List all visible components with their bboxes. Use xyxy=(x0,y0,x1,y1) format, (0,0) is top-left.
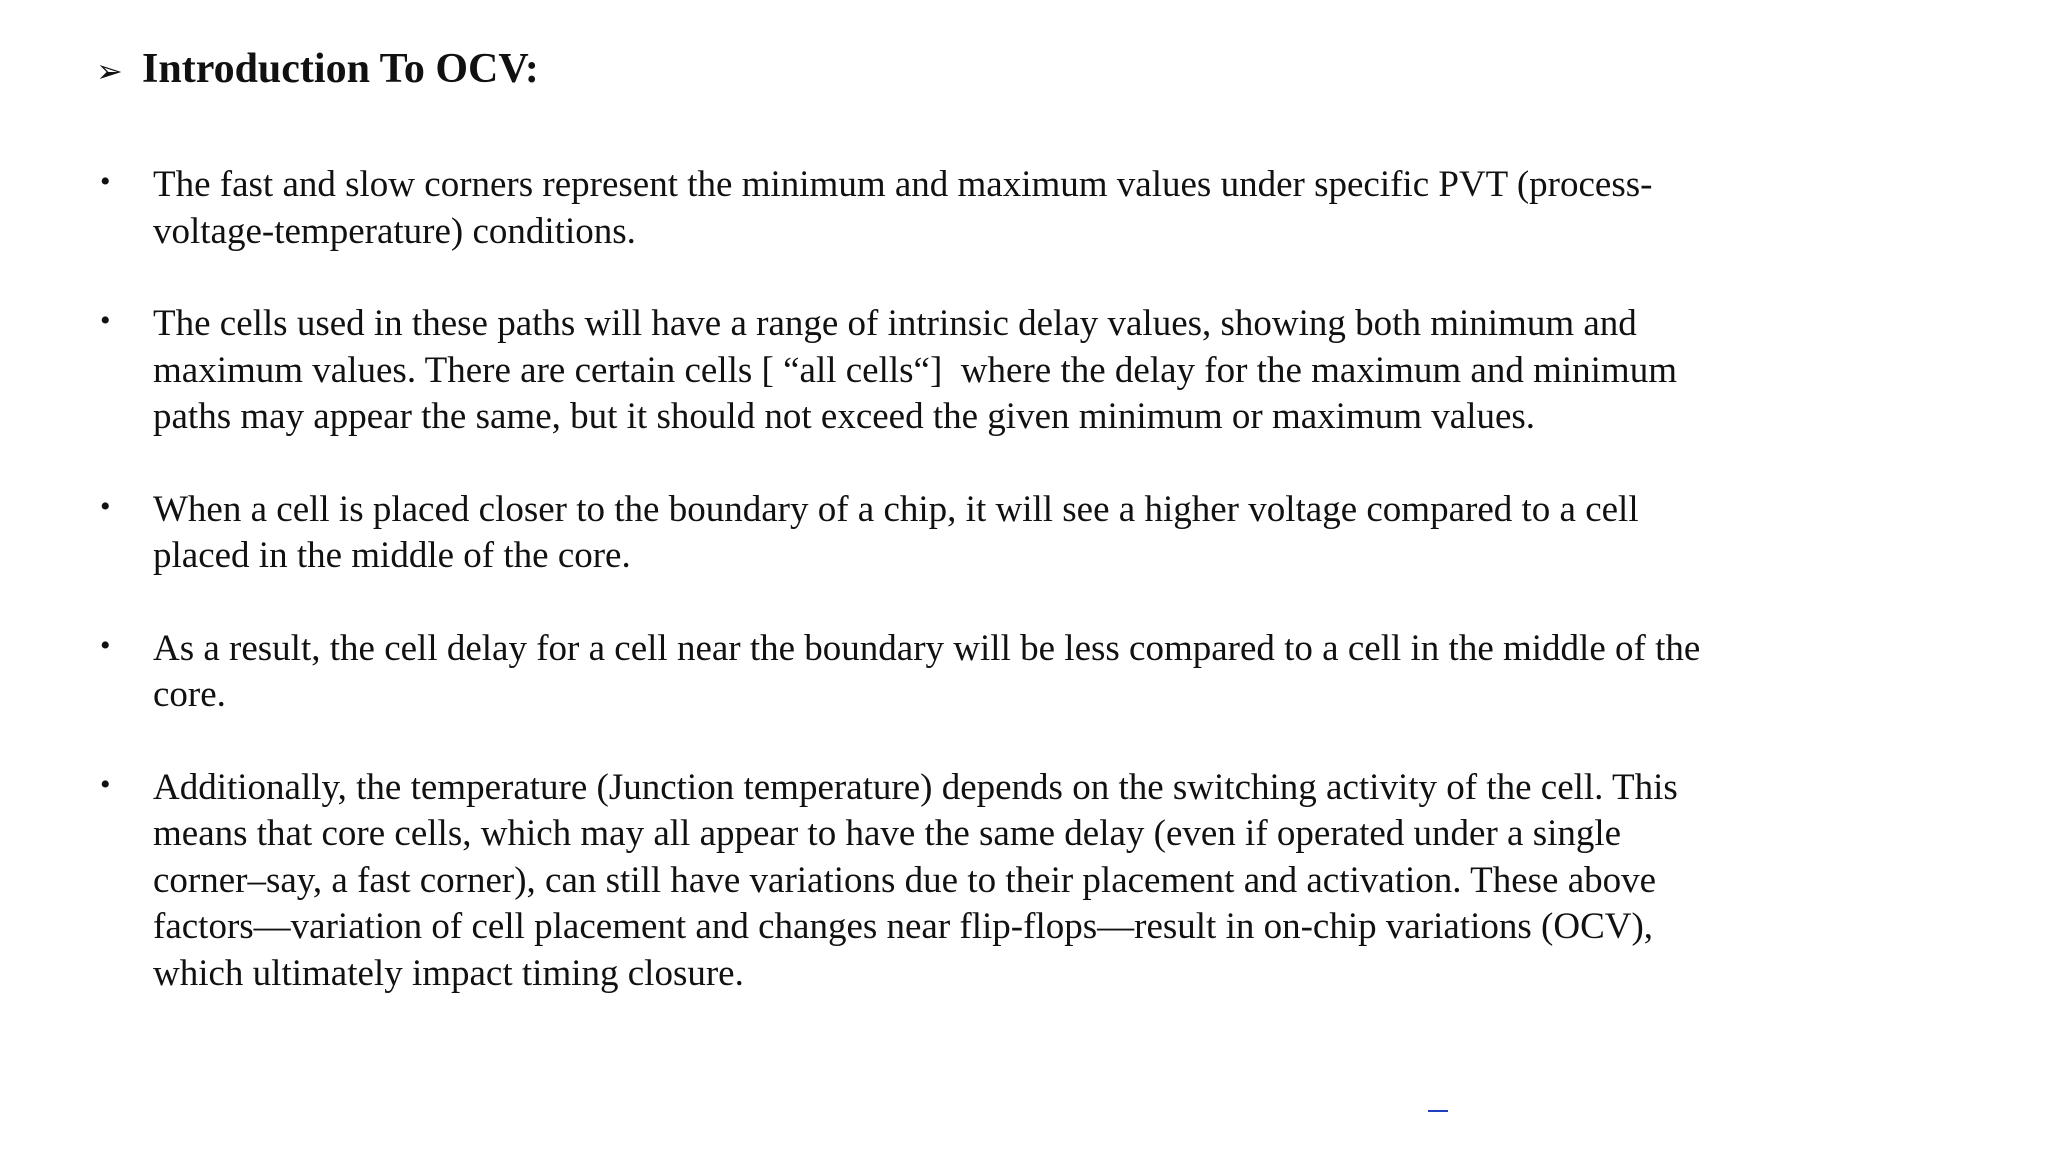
bullet-line: As a result, the cell delay for a cell near the boundary will be less compared to a cell in the middle of the xyxy=(153,627,1701,669)
bullet-list xyxy=(100,162,1800,1043)
bullet-line: voltage-temperature) conditions. xyxy=(153,210,636,252)
bullet-line: The cells used in these paths will have a range of intrinsic delay values, showing both minimum and xyxy=(153,303,1637,344)
list-item xyxy=(100,765,1800,998)
list-item xyxy=(100,301,1800,441)
bullet-text xyxy=(153,765,1800,998)
bullet-line: maximum values. There are certain cells [ “all cells“] where the delay for the maximum and minimum xyxy=(153,349,1677,391)
bullet-text xyxy=(153,626,1800,719)
bullet-line: When a cell is placed closer to the boundary of a chip, it will see a higher voltage compared to a cell xyxy=(153,488,1639,530)
bullet-line: means that core cells, which may all appear to have the same delay (even if operated under a single xyxy=(153,813,1622,854)
bullet-text xyxy=(153,301,1800,441)
bullet-line: paths may appear the same, but it should not exceed the given minimum or maximum values. xyxy=(153,396,1536,437)
bullet-line: core. xyxy=(153,674,226,715)
bullet-line: The fast and slow corners represent the minimum and maximum values under specific PVT (process- xyxy=(153,164,1653,205)
page-title: Introduction To OCV: xyxy=(142,46,539,92)
bullet-dot-icon: • xyxy=(100,304,111,337)
list-item xyxy=(100,626,1800,719)
bullet-dot-icon: • xyxy=(100,628,111,662)
bullet-line: which ultimately impact timing closure. xyxy=(153,952,744,994)
bullet-line: Additionally, the temperature (Junction temperature) depends on the switching activity of the cell. This xyxy=(153,766,1678,808)
arrow-bullet-icon: ➢ xyxy=(96,53,123,89)
bullet-line: corner–say, a fast corner), can still have variations due to their placement and activation. These above xyxy=(153,859,1657,901)
bullet-dot-icon: • xyxy=(100,767,111,801)
bullet-line: factors—variation of cell placement and changes near flip-flops—result in on-chip variations (OCV), xyxy=(153,906,1654,947)
footer-link[interactable] xyxy=(1428,1096,1448,1112)
bullet-text xyxy=(153,487,1800,580)
bullet-dot-icon: • xyxy=(100,165,111,198)
bullet-line: placed in the middle of the core. xyxy=(153,535,631,576)
bullet-text xyxy=(153,162,1800,255)
list-item xyxy=(100,162,1800,255)
list-item xyxy=(100,487,1800,580)
slide-heading xyxy=(96,44,539,94)
bullet-dot-icon: • xyxy=(100,489,111,523)
